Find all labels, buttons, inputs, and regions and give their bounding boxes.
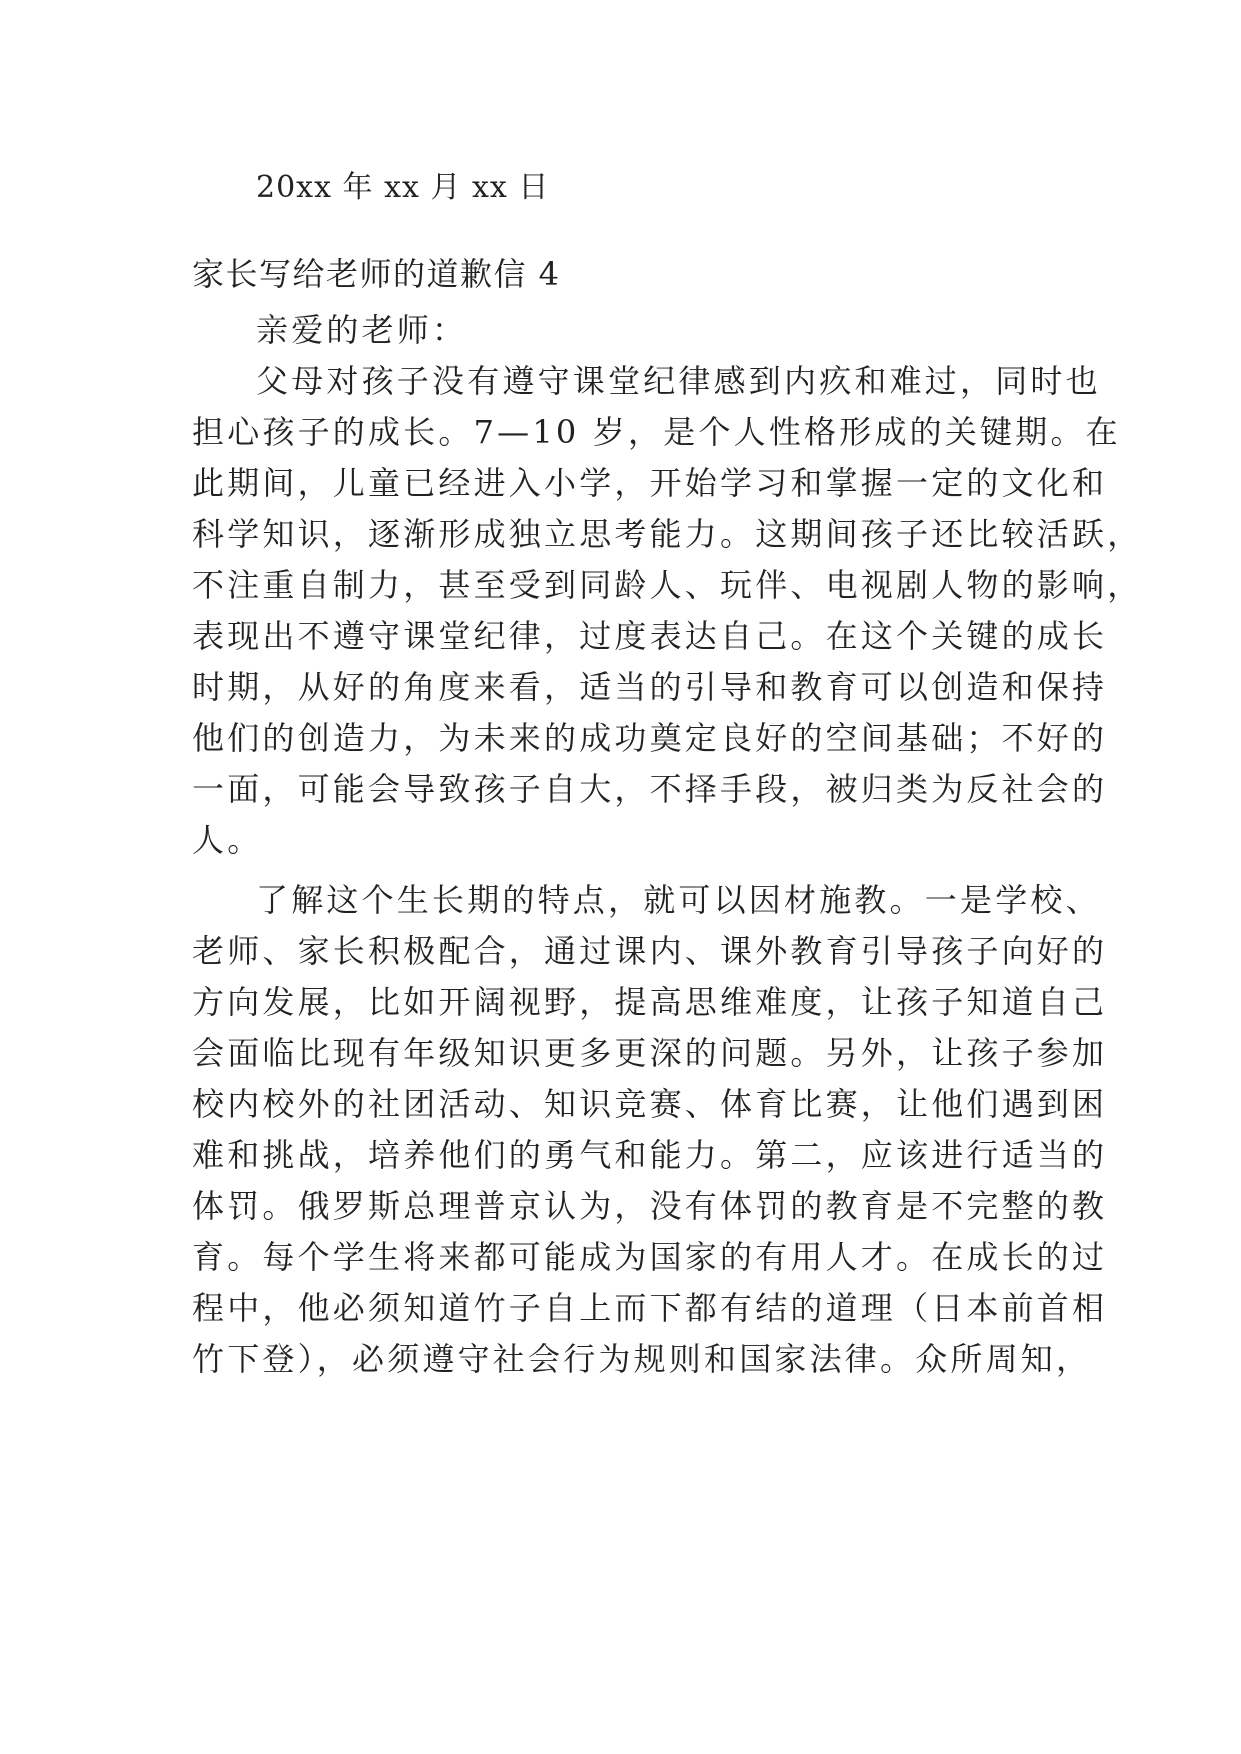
paragraph-line: 体罚。俄罗斯总理普京认为，没有体罚的教育是不完整的教 (192, 1187, 1108, 1225)
paragraph-line: 人。 (192, 821, 263, 859)
paragraph-line: 担心孩子的成长。7—10 岁，是个人性格形成的关键期。在 (192, 413, 1121, 451)
paragraph-line: 他们的创造力，为未来的成功奠定良好的空间基础；不好的 (192, 719, 1108, 757)
paragraph-line: 竹下登），必须遵守社会行为规则和国家法律。众所周知， (192, 1340, 1092, 1378)
paragraph-line: 育。每个学生将来都可能成为国家的有用人才。在成长的过 (192, 1238, 1108, 1276)
salutation: 亲爱的老师： (256, 311, 468, 349)
paragraph-line: 了解这个生长期的特点，就可以因材施教。一是学校、 (256, 881, 1101, 919)
date-line: 20xx 年 xx 月 xx 日 (256, 170, 550, 205)
letter-title: 家长写给老师的道歉信 4 (192, 255, 561, 293)
paragraph-line: 此期间，儿童已经进入小学，开始学习和掌握一定的文化和 (192, 464, 1108, 502)
paragraph-line: 时期，从好的角度来看，适当的引导和教育可以创造和保持 (192, 668, 1108, 706)
paragraph-line: 难和挑战，培养他们的勇气和能力。第二，应该进行适当的 (192, 1136, 1108, 1174)
paragraph-line: 方向发展，比如开阔视野，提高思维难度，让孩子知道自己 (192, 983, 1108, 1021)
paragraph-line: 校内校外的社团活动、知识竞赛、体育比赛，让他们遇到困 (192, 1085, 1108, 1123)
paragraph-line: 一面，可能会导致孩子自大，不择手段，被归类为反社会的 (192, 770, 1108, 808)
paragraph-line: 老师、家长积极配合，通过课内、课外教育引导孩子向好的 (192, 932, 1108, 970)
paragraph-line: 不注重自制力，甚至受到同龄人、玩伴、电视剧人物的影响， (192, 566, 1143, 604)
paragraph-line: 科学知识，逐渐形成独立思考能力。这期间孩子还比较活跃， (192, 515, 1143, 553)
paragraph-line: 父母对孩子没有遵守课堂纪律感到内疚和难过，同时也 (256, 362, 1101, 400)
paragraph-line: 表现出不遵守课堂纪律，过度表达自己。在这个关键的成长 (192, 617, 1108, 655)
paragraph-line: 程中，他必须知道竹子自上而下都有结的道理（日本前首相 (192, 1289, 1108, 1327)
paragraph-line: 会面临比现有年级知识更多更深的问题。另外，让孩子参加 (192, 1034, 1108, 1072)
